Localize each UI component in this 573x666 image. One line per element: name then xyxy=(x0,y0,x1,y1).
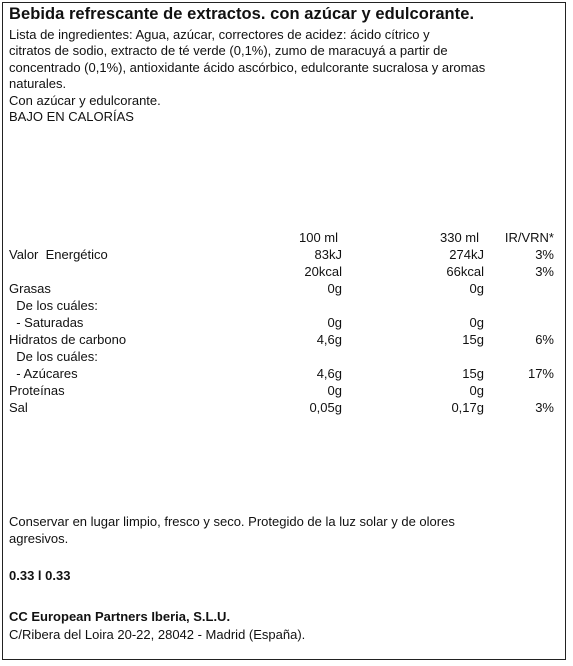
nutrition-header-row xyxy=(9,229,559,246)
nutrition-table xyxy=(9,229,559,416)
nutrition-row xyxy=(9,331,559,348)
nutrition-row xyxy=(9,263,559,280)
nutrition-row xyxy=(9,365,559,382)
value-100ml: 0g xyxy=(327,281,342,296)
value-ir-vrn: 6% xyxy=(535,332,554,347)
company-address: C/Ribera del Loira 20-22, 28042 - Madrid (España). xyxy=(9,627,306,642)
nutrient-label: Hidratos de carbono xyxy=(9,332,127,347)
nutrient-label: Sal xyxy=(9,400,28,415)
storage-line: agresivos. xyxy=(9,531,69,546)
ingredients-block xyxy=(9,27,554,125)
nutrient-label: De los cuáles: xyxy=(9,298,98,313)
value-ir-vrn: 3% xyxy=(535,264,554,279)
nutrient-label: - Azúcares xyxy=(9,366,78,381)
value-ir-vrn: 3% xyxy=(535,400,554,415)
value-ir-vrn: 17% xyxy=(527,366,554,381)
nutrient-label: Valor Energético xyxy=(9,247,108,262)
value-ir-vrn: 3% xyxy=(535,247,554,262)
nutrition-row xyxy=(9,314,559,331)
value-100ml: 83kJ xyxy=(314,247,342,262)
nutrition-row xyxy=(9,399,559,416)
header-ir-vrn: IR/VRN* xyxy=(504,230,554,245)
nutrition-row xyxy=(9,280,559,297)
ingredients-line: concentrado (0,1%), antioxidante ácido ascórbico, edulcorante sucralosa y aromas xyxy=(9,59,486,75)
product-title: Bebida refrescante de extractos. con azúcar y edulcorante. xyxy=(9,5,475,23)
nutrient-label: - Saturadas xyxy=(9,315,84,330)
ingredients-line: Lista de ingredientes: Agua, azúcar, correctores de acidez: ácido cítrico y xyxy=(9,27,430,42)
value-100ml: 0g xyxy=(327,383,342,398)
nutrition-row xyxy=(9,297,559,314)
company-name: CC European Partners Iberia, S.L.U. xyxy=(9,609,231,624)
value-330ml: 274kJ xyxy=(449,247,484,262)
ingredients-line: citratos de sodio, extracto de té verde (0,1%), zumo de maracuyá a partir de xyxy=(9,43,448,59)
value-330ml: 0g xyxy=(469,281,484,296)
value-330ml: 15g xyxy=(462,332,484,347)
value-100ml: 4,6g xyxy=(316,366,342,381)
value-100ml: 0,05g xyxy=(309,400,342,415)
value-330ml: 66kcal xyxy=(446,264,484,279)
value-330ml: 0g xyxy=(469,383,484,398)
value-100ml: 0g xyxy=(327,315,342,330)
value-330ml: 15g xyxy=(462,366,484,381)
low-calorie-claim: BAJO EN CALORÍAS xyxy=(9,109,134,125)
volume-indicator: 0.33 l 0.33 xyxy=(9,568,71,583)
value-330ml: 0,17g xyxy=(451,400,484,415)
value-100ml: 4,6g xyxy=(316,332,342,347)
storage-instructions xyxy=(9,513,554,547)
header-100ml: 100 ml xyxy=(299,230,339,245)
nutrient-label: Grasas xyxy=(9,281,51,296)
value-100ml: 20kcal xyxy=(304,264,342,279)
value-330ml: 0g xyxy=(469,315,484,330)
ingredients-line: naturales. xyxy=(9,76,67,92)
nutrition-row xyxy=(9,348,559,365)
header-330ml: 330 ml xyxy=(440,230,480,245)
sweetener-note: Con azúcar y edulcorante. xyxy=(9,92,161,108)
storage-line: Conservar en lugar limpio, fresco y seco. Protegido de la luz solar y de olores xyxy=(9,514,455,529)
nutrient-label: Proteínas xyxy=(9,383,65,398)
nutrient-label: De los cuáles: xyxy=(9,349,98,364)
nutrition-row xyxy=(9,246,559,263)
nutrition-row xyxy=(9,382,559,399)
